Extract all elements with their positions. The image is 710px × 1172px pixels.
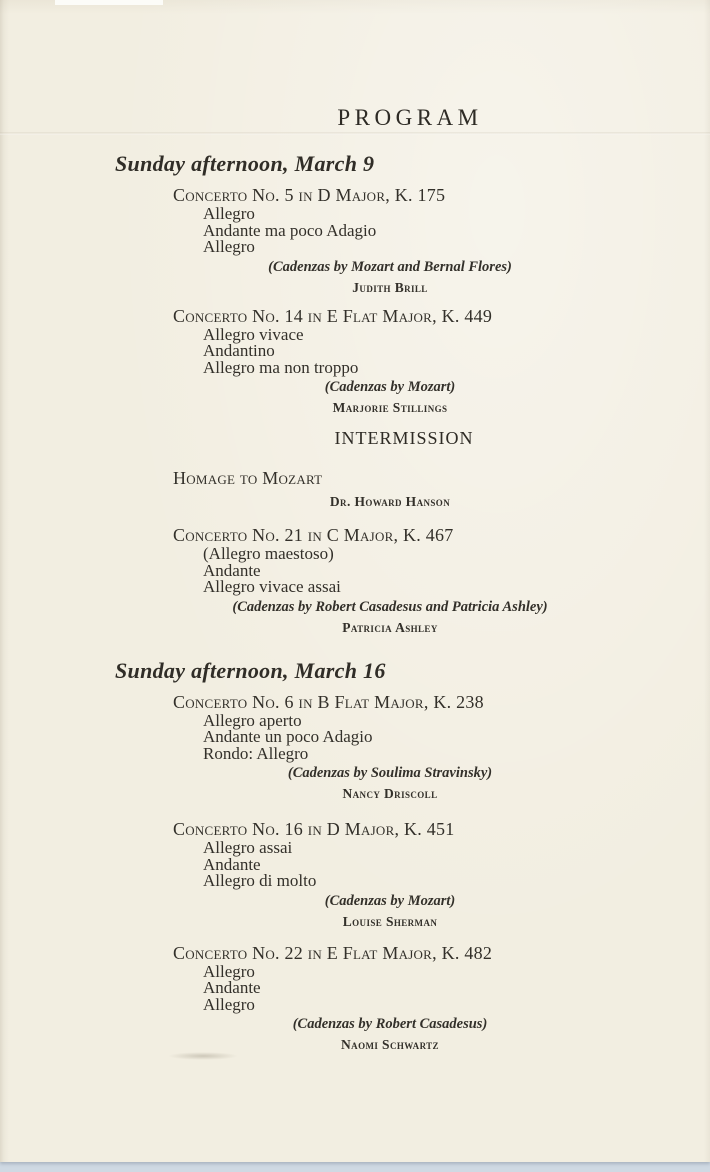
movement: Andante <box>203 854 261 874</box>
performer-name: Marjorie Stillings <box>332 400 448 415</box>
performer-name: Patricia Ashley <box>342 619 438 635</box>
cadenza-credit: (Cadenzas by Mozart) <box>324 379 456 395</box>
cadenza-credit: (Cadenzas by Robert Casadesus) <box>292 1016 488 1032</box>
movement-list <box>203 546 665 596</box>
work-title: Concerto No. 5 in D Major, K. 175 <box>173 185 446 205</box>
movement: Allegro <box>203 204 255 223</box>
movement: Andante <box>203 978 261 997</box>
section-heading-march-9: Sunday afternoon, March 9 <box>115 151 375 176</box>
cadenza-credit: (Cadenzas by Mozart) <box>324 892 456 909</box>
work-title: Homage to Mozart <box>173 468 323 488</box>
movement: Andante un poco Adagio <box>203 727 373 746</box>
work-concerto-6 <box>173 693 665 802</box>
work-concerto-14 <box>173 307 665 416</box>
program-content <box>115 0 665 1052</box>
movement: Andante ma poco Adagio <box>203 220 377 240</box>
performer-name: Louise Sherman <box>342 913 438 929</box>
intermission-label: INTERMISSION <box>334 428 474 448</box>
movement: Andantino <box>203 341 275 360</box>
movement: Rondo: Allegro <box>203 743 309 763</box>
movement: (Allegro maestoso) <box>203 544 334 563</box>
work-title: Concerto No. 16 in D Major, K. 451 <box>173 819 455 839</box>
movement-list <box>203 710 665 763</box>
movement: Allegro vivace <box>203 324 304 344</box>
movement-list <box>203 961 665 1014</box>
work-title: Concerto No. 14 in E Flat Major, K. 449 <box>173 305 493 326</box>
cadenza-credit: (Cadenzas by Mozart and Bernal Flores) <box>268 258 512 275</box>
page-title: PROGRAM <box>337 105 483 130</box>
work-homage-to-mozart <box>173 469 665 509</box>
movement: Andante <box>203 560 261 580</box>
movement: Allegro <box>203 237 255 256</box>
work-concerto-21 <box>173 526 665 635</box>
performer-name: Dr. Howard Hanson <box>329 494 451 509</box>
movement: Allegro <box>203 961 255 981</box>
work-title: Concerto No. 6 in B Flat Major, K. 238 <box>173 691 484 712</box>
movement: Allegro assai <box>203 838 293 857</box>
movement: Allegro ma non troppo <box>203 357 359 377</box>
movement-list <box>203 324 665 377</box>
performer-name: Judith Brill <box>352 279 428 295</box>
scan-artifact-smudge <box>168 1052 238 1060</box>
section-march-16 <box>115 658 665 1053</box>
movement: Allegro aperto <box>203 710 302 730</box>
performer-name: Nancy Driscoll <box>342 786 438 801</box>
work-title: Concerto No. 21 in C Major, K. 467 <box>173 525 454 545</box>
work-title: Concerto No. 22 in E Flat Major, K. 482 <box>173 942 493 963</box>
work-concerto-16 <box>173 820 665 929</box>
cadenza-credit: (Cadenzas by Soulima Stravinsky) <box>287 765 493 781</box>
work-concerto-5 <box>173 186 665 295</box>
section-march-9 <box>115 151 665 635</box>
performer-name: Naomi Schwartz <box>341 1037 439 1052</box>
movement-list <box>203 206 665 256</box>
movement: Allegro di molto <box>203 871 317 890</box>
cadenza-credit: (Cadenzas by Robert Casadesus and Patricia Ashley) <box>232 598 548 615</box>
movement-list <box>203 840 665 890</box>
movement: Allegro <box>203 994 255 1014</box>
section-heading-march-16: Sunday afternoon, March 16 <box>115 657 386 683</box>
movement: Allegro vivace assai <box>203 577 341 596</box>
work-concerto-22 <box>173 944 665 1053</box>
